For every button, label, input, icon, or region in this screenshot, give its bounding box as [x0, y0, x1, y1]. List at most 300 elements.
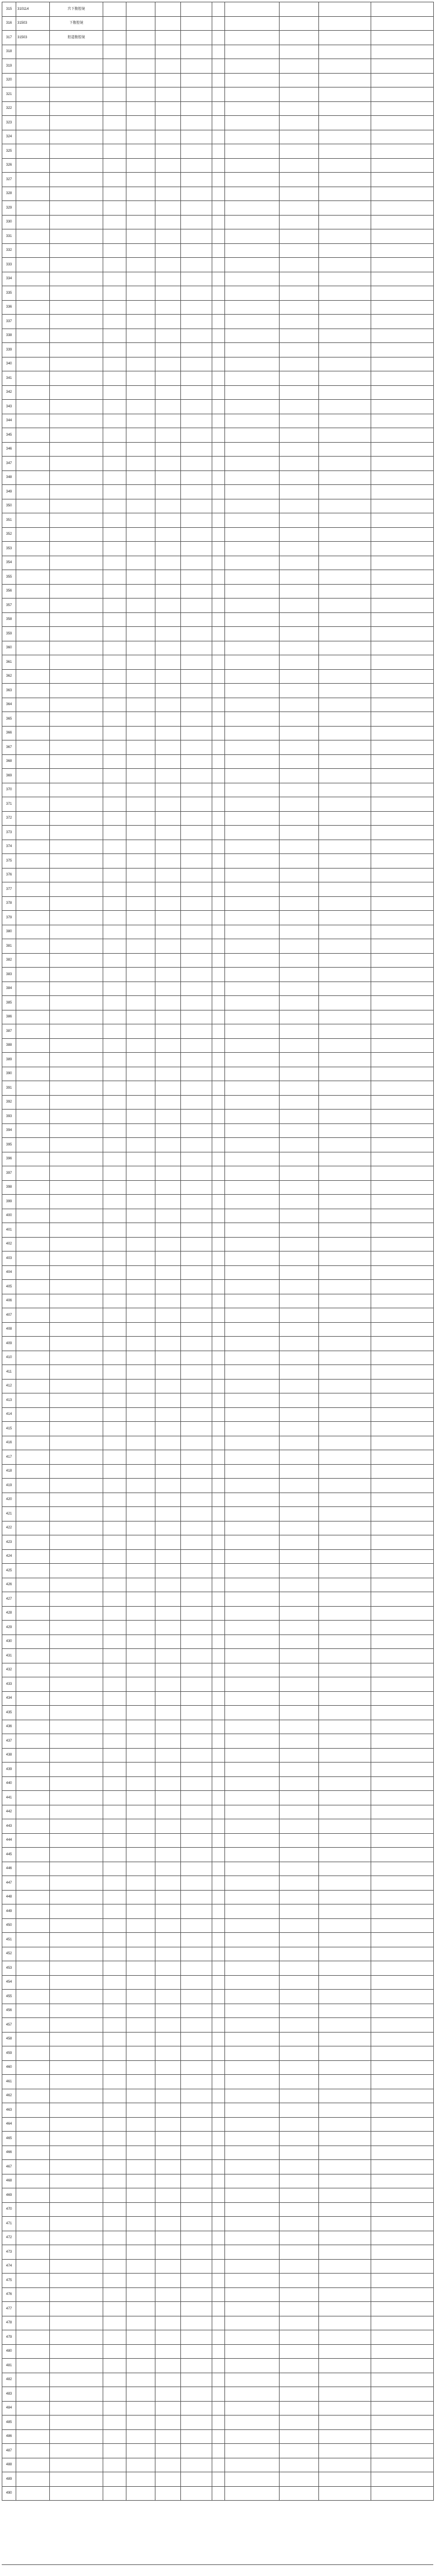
cell-cat [319, 1947, 371, 1961]
cell-note [280, 1294, 319, 1308]
cell-price [103, 1379, 126, 1393]
cell-unit [126, 2316, 155, 2330]
cell-price [103, 981, 126, 996]
cell-price [103, 258, 126, 272]
cell-name [50, 1677, 103, 1692]
cell-content [225, 925, 280, 939]
cell-content [225, 1990, 280, 2004]
table-row [2, 2089, 434, 2103]
cell-yn [212, 1180, 225, 1195]
cell-price [103, 1975, 126, 1990]
cell-name [50, 1436, 103, 1450]
cell-unit [126, 1024, 155, 1039]
cell-empty [181, 243, 212, 258]
cell-note [280, 1819, 319, 1834]
cell-note [280, 1024, 319, 1039]
cell-empty [155, 229, 181, 244]
cell-empty [155, 272, 181, 286]
cell-price [103, 2245, 126, 2260]
cell-unit [126, 996, 155, 1010]
cell-code [16, 343, 50, 357]
cell-no: 372 [2, 811, 16, 826]
cell-code: 310114 [16, 2, 50, 17]
cell-unit [126, 2387, 155, 2402]
cell-name [50, 1549, 103, 1564]
cell-empty [155, 2046, 181, 2061]
cell-name [50, 513, 103, 528]
cell-code [16, 1223, 50, 1238]
cell-unit [126, 45, 155, 59]
cell-cat [319, 1450, 371, 1465]
cell-empty [181, 2103, 212, 2118]
cell-note [280, 925, 319, 939]
cell-note [280, 1365, 319, 1380]
cell-yn [212, 1280, 225, 1294]
cell-empty [155, 1791, 181, 1805]
cell-content [225, 414, 280, 428]
table-row [2, 2188, 434, 2203]
table-row [2, 868, 434, 882]
table-row [2, 2160, 434, 2174]
cell-note [280, 1848, 319, 1862]
cell-note [280, 470, 319, 485]
table-row [2, 1564, 434, 1578]
cell-empty [371, 1081, 434, 1096]
cell-code [16, 1776, 50, 1791]
cell-no: 448 [2, 1890, 16, 1904]
cell-price [103, 1053, 126, 1067]
cell-code [16, 2359, 50, 2373]
cell-empty [371, 187, 434, 201]
cell-code [16, 470, 50, 485]
cell-empty [181, 556, 212, 570]
cell-price [103, 1833, 126, 1848]
cell-no: 488 [2, 2458, 16, 2472]
cell-unit [126, 1294, 155, 1308]
cell-code [16, 726, 50, 740]
cell-note [280, 87, 319, 102]
cell-empty [181, 655, 212, 670]
cell-empty [181, 896, 212, 911]
table-row [2, 513, 434, 528]
cell-empty [155, 2103, 181, 2118]
cell-unit [126, 215, 155, 229]
cell-cat [319, 1833, 371, 1848]
cell-price [103, 1180, 126, 1195]
table-row [2, 854, 434, 869]
cell-cat [319, 2032, 371, 2046]
cell-unit [126, 1876, 155, 1891]
cell-yn [212, 1621, 225, 1635]
cell-unit [126, 584, 155, 599]
cell-empty [181, 16, 212, 31]
cell-price [103, 2, 126, 17]
cell-content [225, 2117, 280, 2132]
table-row [2, 2245, 434, 2260]
cell-empty [181, 1351, 212, 1365]
table-row [2, 925, 434, 939]
cell-content [225, 684, 280, 698]
cell-price [103, 698, 126, 712]
table-row [2, 2146, 434, 2160]
cell-empty [155, 2344, 181, 2359]
cell-code [16, 499, 50, 513]
cell-content [225, 1265, 280, 1280]
cell-price [103, 953, 126, 968]
cell-empty [181, 2416, 212, 2430]
cell-empty [155, 1606, 181, 1621]
table-row [2, 684, 434, 698]
cell-note [280, 712, 319, 727]
cell-empty [371, 357, 434, 371]
cell-empty [155, 896, 181, 911]
cell-name [50, 357, 103, 371]
cell-empty [371, 612, 434, 627]
cell-cat [319, 882, 371, 897]
cell-content [225, 726, 280, 740]
cell-yn [212, 1763, 225, 1777]
cell-price [103, 357, 126, 371]
cell-empty [155, 1833, 181, 1848]
cell-content [225, 2, 280, 17]
cell-yn [212, 726, 225, 740]
cell-unit [126, 612, 155, 627]
cell-empty [371, 144, 434, 159]
cell-unit [126, 1535, 155, 1550]
cell-unit [126, 2004, 155, 2018]
cell-no: 456 [2, 2004, 16, 2018]
cell-empty [181, 1990, 212, 2004]
table-row [2, 1663, 434, 1677]
cell-code [16, 1833, 50, 1848]
cell-empty [181, 1677, 212, 1692]
table-row [2, 2458, 434, 2472]
cell-empty [371, 59, 434, 74]
cell-empty [181, 882, 212, 897]
cell-unit [126, 2259, 155, 2274]
cell-code [16, 101, 50, 116]
cell-note [280, 1677, 319, 1692]
cell-unit [126, 187, 155, 201]
cell-yn [212, 2004, 225, 2018]
cell-no: 417 [2, 1450, 16, 1465]
cell-content [225, 911, 280, 925]
cell-cat [319, 2046, 371, 2061]
cell-empty [155, 1308, 181, 1323]
cell-no: 490 [2, 2486, 16, 2501]
cell-unit [126, 981, 155, 996]
table-row [2, 258, 434, 272]
cell-price [103, 797, 126, 812]
cell-empty [155, 1649, 181, 1663]
table-row [2, 2032, 434, 2046]
cell-cat [319, 73, 371, 87]
table-row [2, 1578, 434, 1592]
cell-yn [212, 1322, 225, 1337]
cell-yn [212, 826, 225, 840]
cell-content [225, 2046, 280, 2061]
table-row [2, 655, 434, 670]
cell-note [280, 1535, 319, 1550]
cell-price [103, 1748, 126, 1763]
cell-content [225, 1763, 280, 1777]
cell-empty [371, 1393, 434, 1408]
table-row [2, 1918, 434, 1933]
table-row [2, 1720, 434, 1734]
cell-content [225, 1294, 280, 1308]
cell-cat [319, 1393, 371, 1408]
cell-unit [126, 2344, 155, 2359]
cell-content [225, 1776, 280, 1791]
table-row [2, 1450, 434, 1465]
cell-content [225, 939, 280, 954]
cell-note [280, 2316, 319, 2330]
cell-no: 473 [2, 2245, 16, 2260]
cell-code [16, 116, 50, 130]
cell-yn [212, 272, 225, 286]
table-row [2, 840, 434, 854]
cell-empty [371, 1038, 434, 1053]
cell-price [103, 2472, 126, 2487]
cell-note [280, 996, 319, 1010]
cell-cat [319, 1592, 371, 1607]
cell-name [50, 612, 103, 627]
table-row [2, 1138, 434, 1152]
cell-no: 442 [2, 1805, 16, 1819]
cell-empty [155, 116, 181, 130]
cell-empty [155, 300, 181, 315]
cell-no: 356 [2, 584, 16, 599]
cell-note [280, 1379, 319, 1393]
cell-content [225, 130, 280, 144]
cell-empty [371, 457, 434, 471]
cell-cat [319, 16, 371, 31]
cell-no: 361 [2, 655, 16, 670]
cell-empty [181, 754, 212, 769]
cell-no: 458 [2, 2032, 16, 2046]
cell-cat [319, 1010, 371, 1024]
table-row [2, 1038, 434, 1053]
cell-name [50, 2344, 103, 2359]
cell-name [50, 1053, 103, 1067]
cell-no: 374 [2, 840, 16, 854]
cell-cat [319, 2316, 371, 2330]
table-row [2, 1123, 434, 1138]
cell-price [103, 1578, 126, 1592]
cell-name [50, 1606, 103, 1621]
cell-price [103, 1621, 126, 1635]
cell-price [103, 1479, 126, 1493]
cell-price [103, 1280, 126, 1294]
cell-name [50, 400, 103, 414]
cell-unit [126, 1010, 155, 1024]
cell-name [50, 655, 103, 670]
cell-note [280, 116, 319, 130]
cell-note [280, 542, 319, 556]
cell-empty [155, 1110, 181, 1124]
cell-empty [155, 2387, 181, 2402]
cell-empty [181, 1763, 212, 1777]
cell-price [103, 1237, 126, 1251]
cell-empty [181, 2486, 212, 2501]
cell-note [280, 457, 319, 471]
cell-yn [212, 2359, 225, 2373]
cell-unit [126, 840, 155, 854]
cell-empty [181, 953, 212, 968]
cell-content [225, 669, 280, 684]
cell-note [280, 684, 319, 698]
cell-note [280, 442, 319, 457]
cell-empty [155, 1961, 181, 1976]
cell-empty [155, 1081, 181, 1096]
cell-note [280, 2132, 319, 2146]
cell-cat [319, 1251, 371, 1266]
cell-name [50, 1322, 103, 1337]
cell-unit [126, 1138, 155, 1152]
cell-cat [319, 1479, 371, 1493]
cell-empty [181, 1933, 212, 1947]
cell-empty [181, 1748, 212, 1763]
table-row [2, 542, 434, 556]
cell-cat [319, 981, 371, 996]
cell-price [103, 754, 126, 769]
cell-code [16, 2075, 50, 2089]
cell-empty [155, 59, 181, 74]
cell-code [16, 1209, 50, 1223]
cell-name [50, 1833, 103, 1848]
cell-name [50, 1010, 103, 1024]
cell-no: 383 [2, 968, 16, 982]
cell-content [225, 712, 280, 727]
table-row [2, 1337, 434, 1351]
cell-content [225, 1791, 280, 1805]
cell-empty [155, 1294, 181, 1308]
table-row [2, 527, 434, 542]
cell-no: 436 [2, 1720, 16, 1734]
cell-name [50, 1776, 103, 1791]
cell-name [50, 173, 103, 187]
cell-yn [212, 981, 225, 996]
cell-name [50, 1521, 103, 1535]
cell-no: 411 [2, 1365, 16, 1380]
cell-empty [371, 1265, 434, 1280]
cell-content [225, 627, 280, 641]
cell-empty [181, 570, 212, 585]
cell-empty [371, 783, 434, 797]
cell-empty [371, 2202, 434, 2217]
cell-empty [155, 243, 181, 258]
cell-empty [155, 1479, 181, 1493]
cell-yn [212, 1095, 225, 1110]
table-row [2, 1407, 434, 1422]
cell-price [103, 712, 126, 727]
cell-no: 392 [2, 1095, 16, 1110]
cell-empty [371, 1947, 434, 1961]
cell-name [50, 769, 103, 783]
cell-no: 351 [2, 513, 16, 528]
cell-cat [319, 911, 371, 925]
cell-no: 357 [2, 599, 16, 613]
cell-yn [212, 1337, 225, 1351]
cell-content [225, 2075, 280, 2089]
cell-note [280, 811, 319, 826]
cell-yn [212, 2160, 225, 2174]
cell-note [280, 315, 319, 329]
cell-code [16, 1081, 50, 1096]
cell-empty [371, 641, 434, 655]
cell-empty [181, 1819, 212, 1834]
cell-empty [155, 343, 181, 357]
cell-empty [181, 1422, 212, 1436]
cell-empty [181, 1634, 212, 1649]
table-row [2, 470, 434, 485]
cell-code [16, 1663, 50, 1677]
cell-yn [212, 1634, 225, 1649]
cell-yn [212, 1422, 225, 1436]
cell-cat [319, 769, 371, 783]
cell-name [50, 981, 103, 996]
cell-name [50, 868, 103, 882]
cell-content [225, 1805, 280, 1819]
cell-yn [212, 329, 225, 343]
cell-note [280, 1337, 319, 1351]
table-row [2, 2316, 434, 2330]
cell-yn [212, 1862, 225, 1876]
cell-name [50, 1592, 103, 1607]
cell-empty [371, 2387, 434, 2402]
cell-content [225, 1706, 280, 1720]
cell-unit [126, 1904, 155, 1919]
table-row [2, 2018, 434, 2033]
cell-empty [155, 1450, 181, 1465]
cell-note [280, 527, 319, 542]
cell-cat [319, 1862, 371, 1876]
cell-note [280, 1067, 319, 1081]
cell-price [103, 1265, 126, 1280]
cell-no: 481 [2, 2359, 16, 2373]
cell-empty [155, 2245, 181, 2260]
cell-cat [319, 2188, 371, 2203]
cell-note [280, 357, 319, 371]
cell-cat [319, 826, 371, 840]
cell-code [16, 2132, 50, 2146]
cell-content [225, 1010, 280, 1024]
cell-note [280, 158, 319, 173]
cell-name [50, 1195, 103, 1209]
cell-note [280, 1833, 319, 1848]
cell-empty [181, 740, 212, 755]
cell-content [225, 968, 280, 982]
cell-empty [181, 527, 212, 542]
cell-note [280, 144, 319, 159]
cell-unit [126, 1265, 155, 1280]
cell-empty [371, 201, 434, 216]
cell-empty [371, 1110, 434, 1124]
cell-content [225, 2287, 280, 2302]
table-row [2, 754, 434, 769]
cell-name [50, 1223, 103, 1238]
cell-code [16, 2217, 50, 2231]
cell-content [225, 2316, 280, 2330]
cell-empty [155, 1819, 181, 1834]
cell-unit [126, 2245, 155, 2260]
cell-no: 440 [2, 1776, 16, 1791]
cell-unit [126, 2202, 155, 2217]
cell-code [16, 1322, 50, 1337]
cell-empty [181, 1138, 212, 1152]
cell-content [225, 655, 280, 670]
cell-yn [212, 1549, 225, 1564]
